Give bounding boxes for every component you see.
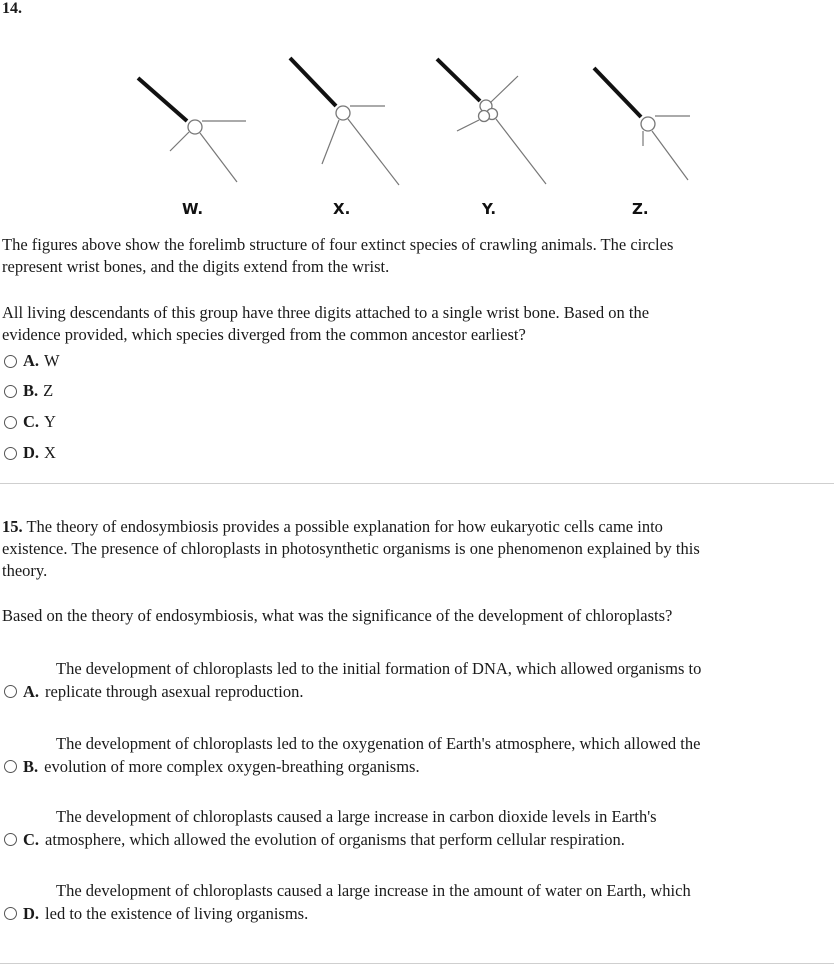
forelimb-figures [0, 30, 837, 220]
option-row [4, 755, 830, 778]
figure-w-digit [170, 132, 189, 151]
option-text-line: replicate through asexual reproduction. [45, 682, 304, 701]
option-text: Z [43, 381, 54, 400]
figure-x-digit [348, 119, 399, 185]
context-line: represent wrist bones, and the digits extend from the wrist. [2, 257, 390, 276]
option-text: Y [44, 412, 56, 431]
question-15-prompt [2, 605, 832, 627]
q15-option-c[interactable] [4, 805, 830, 851]
figure-y-limb [437, 59, 480, 101]
figure-w-wrist-bone [188, 120, 202, 134]
option-letter: A. [23, 351, 40, 370]
figure-z-wrist-bone [641, 117, 655, 131]
question-14-number: 14. [2, 0, 22, 17]
figure-w-limb [138, 78, 187, 121]
q14-option-c[interactable] [4, 411, 56, 433]
option-text-line: evolution of more complex oxygen-breathing organisms. [44, 757, 420, 776]
option-letter: B. [23, 757, 39, 776]
option-letter: B. [23, 381, 39, 400]
q14-option-b[interactable] [4, 380, 53, 402]
q15-option-b[interactable] [4, 732, 830, 778]
figure-label-x: X. [333, 200, 351, 218]
question-14-prompt [2, 302, 832, 346]
radio-button[interactable] [4, 833, 17, 846]
context-line: The theory of endosymbiosis provides a possible explanation for how eukaryotic cells came into [22, 517, 663, 536]
question-15-number: 15. [2, 517, 23, 536]
context-line: existence. The presence of chloroplasts in photosynthetic organisms is one phenomenon explained by this [2, 539, 700, 558]
question-15-context [2, 516, 832, 582]
option-text-line: The development of chloroplasts led to the initial formation of DNA, which allowed organisms to [56, 659, 702, 678]
figure-z-limb [594, 68, 641, 117]
figure-w-digit [200, 133, 237, 182]
option-text-line: The development of chloroplasts led to the oxygenation of Earth's atmosphere, which allowed the [56, 734, 701, 753]
figure-x-digit [322, 120, 339, 164]
option-letter: D. [23, 443, 40, 462]
option-letter: C. [23, 830, 40, 849]
prompt-line: Based on the theory of endosymbiosis, what was the significance of the development of chloroplasts? [2, 606, 673, 625]
radio-button[interactable] [4, 685, 17, 698]
option-row [4, 828, 830, 851]
radio-button[interactable] [4, 416, 17, 429]
radio-button[interactable] [4, 447, 17, 460]
figure-x [290, 58, 399, 185]
prompt-line: All living descendants of this group have three digits attached to a single wrist bone. Based on the [2, 303, 650, 322]
figure-z-digit [652, 131, 688, 180]
radio-button[interactable] [4, 385, 17, 398]
context-line: theory. [2, 561, 48, 580]
figure-y-wrist-bone [479, 111, 490, 122]
option-text: X [44, 443, 56, 462]
q14-option-d[interactable] [4, 442, 56, 464]
option-letter: C. [23, 412, 40, 431]
divider [0, 483, 834, 484]
q15-option-d[interactable] [4, 879, 830, 925]
radio-button[interactable] [4, 355, 17, 368]
q14-option-a[interactable] [4, 350, 60, 372]
figure-y [437, 59, 546, 184]
question-14-context [2, 234, 832, 278]
option-text: W [44, 351, 60, 370]
figure-y-digit [496, 119, 546, 184]
option-text-line: The development of chloroplasts caused a large increase in the amount of water on Earth, which [56, 881, 691, 900]
option-text-line: The development of chloroplasts caused a large increase in carbon dioxide levels in Earth's [56, 807, 657, 826]
q15-option-a[interactable] [4, 657, 830, 703]
divider [0, 963, 834, 964]
figure-y-digit [457, 120, 479, 131]
option-text-line: led to the existence of living organisms. [45, 904, 309, 923]
figure-label-z: Z. [632, 200, 649, 218]
figure-w [138, 78, 246, 182]
radio-button[interactable] [4, 760, 17, 773]
radio-button[interactable] [4, 907, 17, 920]
figure-z [594, 68, 690, 180]
option-row [4, 902, 830, 925]
figure-x-limb [290, 58, 336, 106]
figure-x-wrist-bone [336, 106, 350, 120]
prompt-line: evidence provided, which species diverged from the common ancestor earliest? [2, 325, 526, 344]
context-line: The figures above show the forelimb structure of four extinct species of crawling animals. The circles [2, 235, 674, 254]
option-text-line: atmosphere, which allowed the evolution of organisms that perform cellular respiration. [45, 830, 625, 849]
figure-label-y: Y. [482, 200, 497, 218]
option-row [4, 680, 830, 703]
option-letter: D. [23, 904, 40, 923]
figure-label-w: W. [182, 200, 204, 218]
option-letter: A. [23, 682, 40, 701]
figure-y-digit [491, 76, 518, 102]
